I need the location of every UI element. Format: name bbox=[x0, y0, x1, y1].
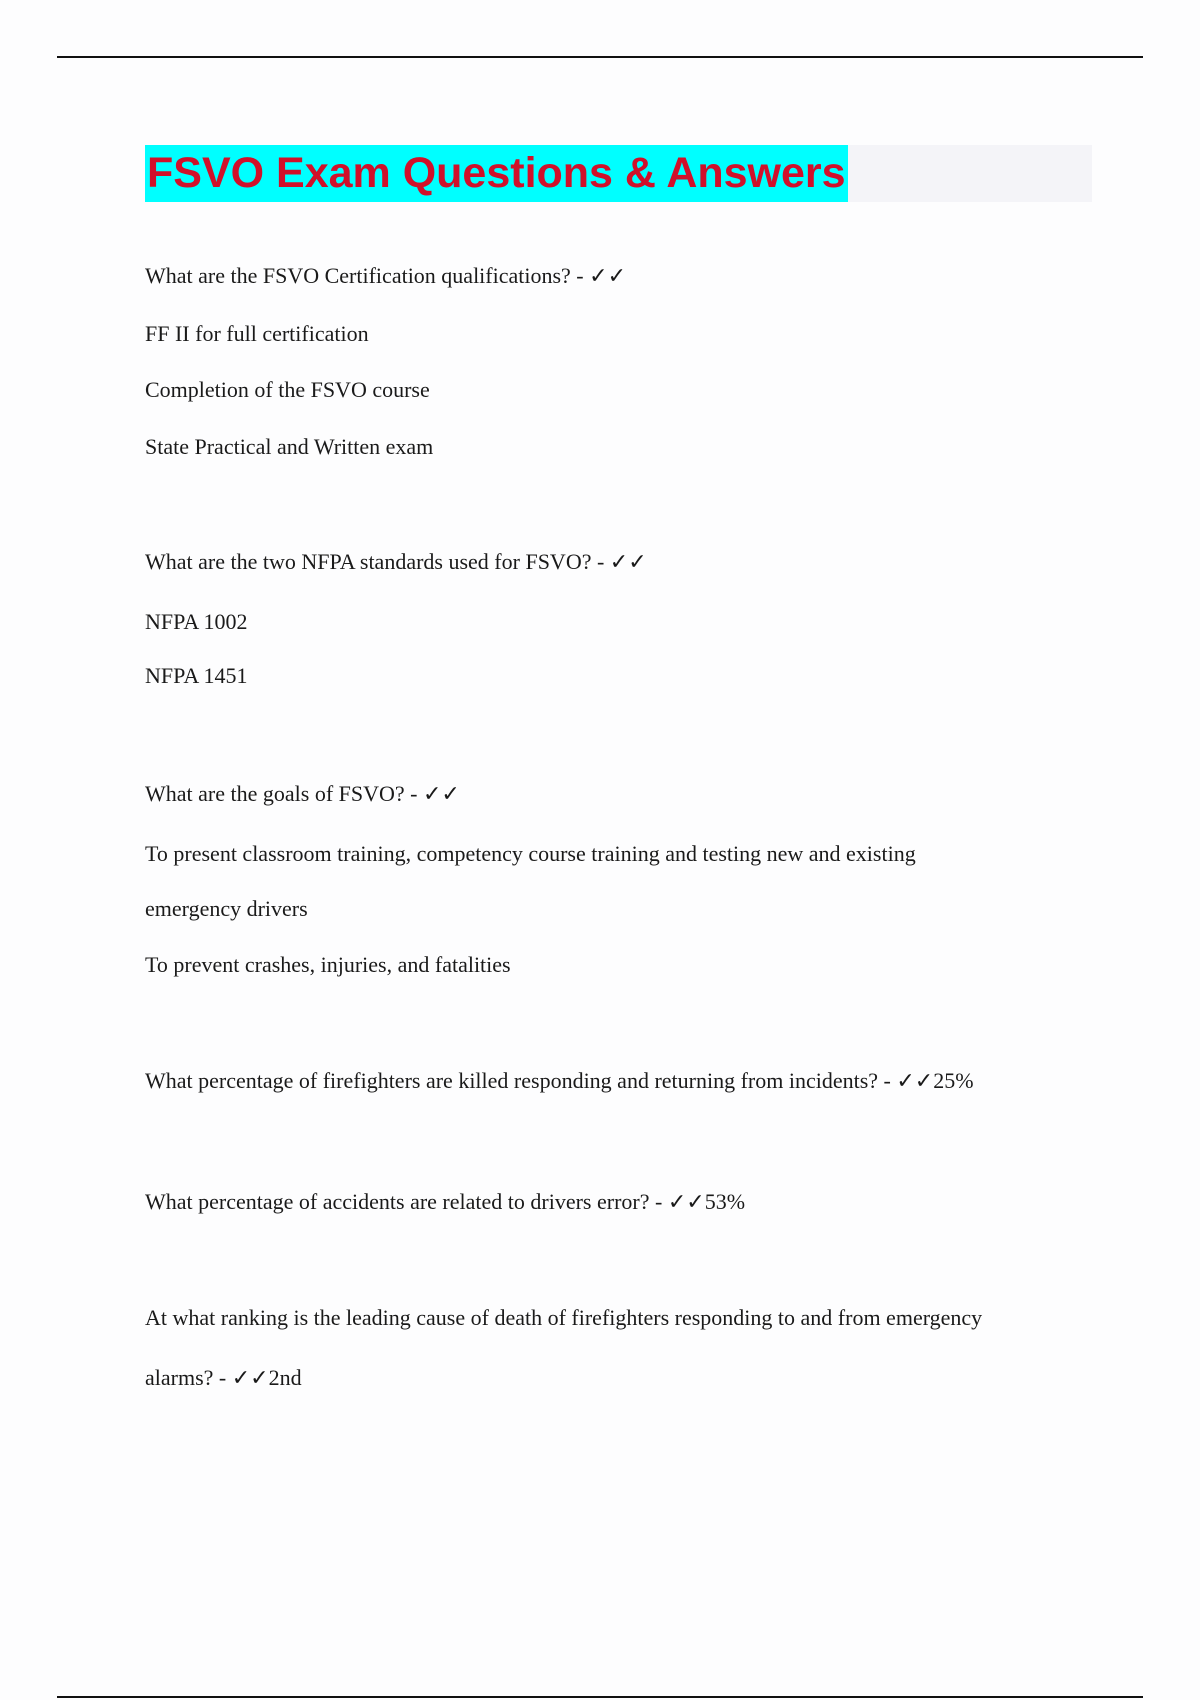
question-4 bbox=[145, 1067, 974, 1096]
question-3 bbox=[145, 780, 460, 809]
question-6-text-cont: alarms? - bbox=[145, 1365, 232, 1390]
question-6-answer: 2nd bbox=[268, 1365, 302, 1390]
question-2-text: What are the two NFPA standards used for FSVO? - bbox=[145, 549, 610, 574]
double-check-icon: ✓✓ bbox=[667, 1190, 705, 1215]
answer-1-line-1: FF II for full certification bbox=[145, 321, 369, 346]
question-1 bbox=[145, 262, 626, 291]
question-5-answer: 53% bbox=[704, 1189, 746, 1214]
double-check-icon: ✓✓ bbox=[896, 1069, 934, 1094]
double-check-icon: ✓✓ bbox=[609, 550, 647, 575]
question-1-text: What are the FSVO Certification qualifications? - bbox=[145, 263, 590, 288]
question-3-text: What are the goals of FSVO? - bbox=[145, 781, 423, 806]
document-title: FSVO Exam Questions & Answers bbox=[145, 145, 848, 202]
answer-1-line-2: Completion of the FSVO course bbox=[145, 377, 430, 402]
answer-3-line-1: To present classroom training, competency course training and testing new and existing bbox=[145, 841, 916, 866]
answer-2-line-2: NFPA 1451 bbox=[145, 663, 248, 688]
question-6-line-2 bbox=[145, 1364, 302, 1393]
double-check-icon: ✓✓ bbox=[589, 264, 627, 289]
footer-rule bbox=[57, 1696, 1143, 1698]
header-rule bbox=[57, 56, 1143, 58]
question-5-text: What percentage of accidents are related to drivers error? - bbox=[145, 1189, 668, 1214]
double-check-icon: ✓✓ bbox=[422, 782, 460, 807]
question-6-line-1: At what ranking is the leading cause of death of firefighters responding to and from emergency bbox=[145, 1305, 983, 1330]
answer-1-line-3: State Practical and Written exam bbox=[145, 434, 434, 459]
answer-3-line-2: emergency drivers bbox=[145, 896, 308, 921]
question-4-answer: 25% bbox=[933, 1068, 974, 1093]
double-check-icon: ✓✓ bbox=[231, 1366, 269, 1391]
answer-2-line-1: NFPA 1002 bbox=[145, 609, 248, 634]
answer-3-line-3: To prevent crashes, injuries, and fatalities bbox=[145, 952, 511, 977]
question-4-text: What percentage of firefighters are killed responding and returning from incidents? - bbox=[145, 1068, 897, 1093]
question-5 bbox=[145, 1188, 745, 1217]
question-2 bbox=[145, 548, 647, 577]
